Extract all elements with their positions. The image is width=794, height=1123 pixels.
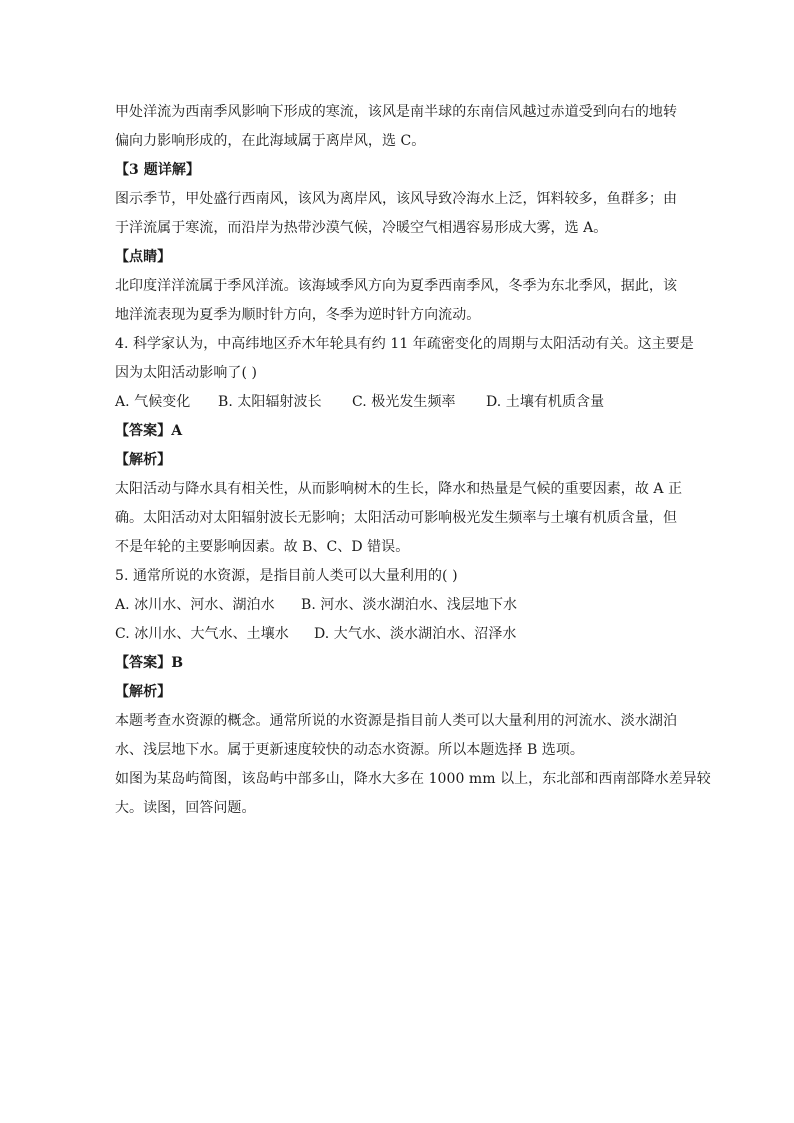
- question-5-options-row-2: [115, 620, 675, 649]
- section-heading-comment: 【点睛】: [115, 249, 172, 265]
- question-4-stem: 因为太阳活动影响了( ): [115, 365, 257, 381]
- intro-paragraph-line: 如图为某岛屿简图，该岛屿中部多山，降水大多在 1000 mm 以上，东北部和西南部降水差异较: [115, 771, 711, 787]
- question-4-stem: 4. 科学家认为，中高纬地区乔木年轮具有约 11 年疏密变化的周期与太阳活动有关。这主要是: [115, 336, 694, 352]
- question-5-answer: 【答案】B: [115, 655, 184, 671]
- question-4-analysis-heading: 【解析】: [115, 452, 172, 468]
- question-4-option-b: B. 太阳辐射波长: [218, 394, 322, 410]
- question-4-options: [115, 388, 675, 417]
- question-4-option-d: D. 土壤有机质含量: [486, 394, 605, 410]
- paragraph-line: 偏向力影响形成的，在此海域属于离岸风，选 C。: [115, 133, 426, 149]
- paragraph-line: 本题考查水资源的概念。通常所说的水资源是指目前人类可以大量利用的河流水、淡水湖泊: [115, 713, 677, 729]
- question-5-options-row-1: [115, 591, 675, 620]
- paragraph-line: 确。太阳活动对太阳辐射波长无影响；太阳活动可影响极光发生频率与土壤有机质含量，但: [115, 510, 677, 526]
- paragraph-line: 甲处洋流为西南季风影响下形成的寒流，该风是南半球的东南信风越过赤道受到向右的地转: [115, 104, 677, 120]
- question-5-option-a: A. 冰川水、河水、湖泊水: [115, 597, 275, 613]
- paragraph-line: 不是年轮的主要影响因素。故 B、C、D 错误。: [115, 539, 410, 555]
- paragraph-line: 太阳活动与降水具有相关性，从而影响树木的生长，降水和热量是气候的重要因素，故 A 正: [115, 481, 683, 497]
- question-5-analysis-heading: 【解析】: [115, 684, 172, 700]
- paragraph-line: 地洋流表现为夏季为顺时针方向，冬季为逆时针方向流动。: [115, 307, 481, 323]
- question-4-answer: 【答案】A: [115, 423, 183, 439]
- paragraph-line: 水、浅层地下水。属于更新速度较快的动态水资源。所以本题选择 B 选项。: [115, 742, 584, 758]
- question-5-stem: 5. 通常所说的水资源，是指目前人类可以大量利用的( ): [115, 568, 458, 584]
- paragraph-line: 北印度洋洋流属于季风洋流。该海域季风方向为夏季西南季风，冬季为东北季风，据此，该: [115, 278, 677, 294]
- paragraph-line: 于洋流属于寒流，而沿岸为热带沙漠气候，冷暖空气相遇容易形成大雾，选 A。: [115, 220, 608, 236]
- section-heading-q3-detail: 【3 题详解】: [115, 162, 200, 178]
- question-5-option-b: B. 河水、淡水湖泊水、浅层地下水: [301, 597, 518, 613]
- question-5-option-d: D. 大气水、淡水湖泊水、沼泽水: [314, 626, 517, 642]
- document-page: [115, 98, 711, 823]
- intro-paragraph-line: 大。读图，回答问题。: [115, 800, 256, 816]
- question-5-option-c: C. 冰川水、大气水、土壤水: [115, 626, 289, 642]
- paragraph-line: 图示季节，甲处盛行西南风，该风为离岸风，该风导致冷海水上泛，饵料较多，鱼群多；由: [115, 191, 677, 207]
- question-4-option-c: C. 极光发生频率: [352, 394, 456, 410]
- question-4-option-a: A. 气候变化: [115, 394, 191, 410]
